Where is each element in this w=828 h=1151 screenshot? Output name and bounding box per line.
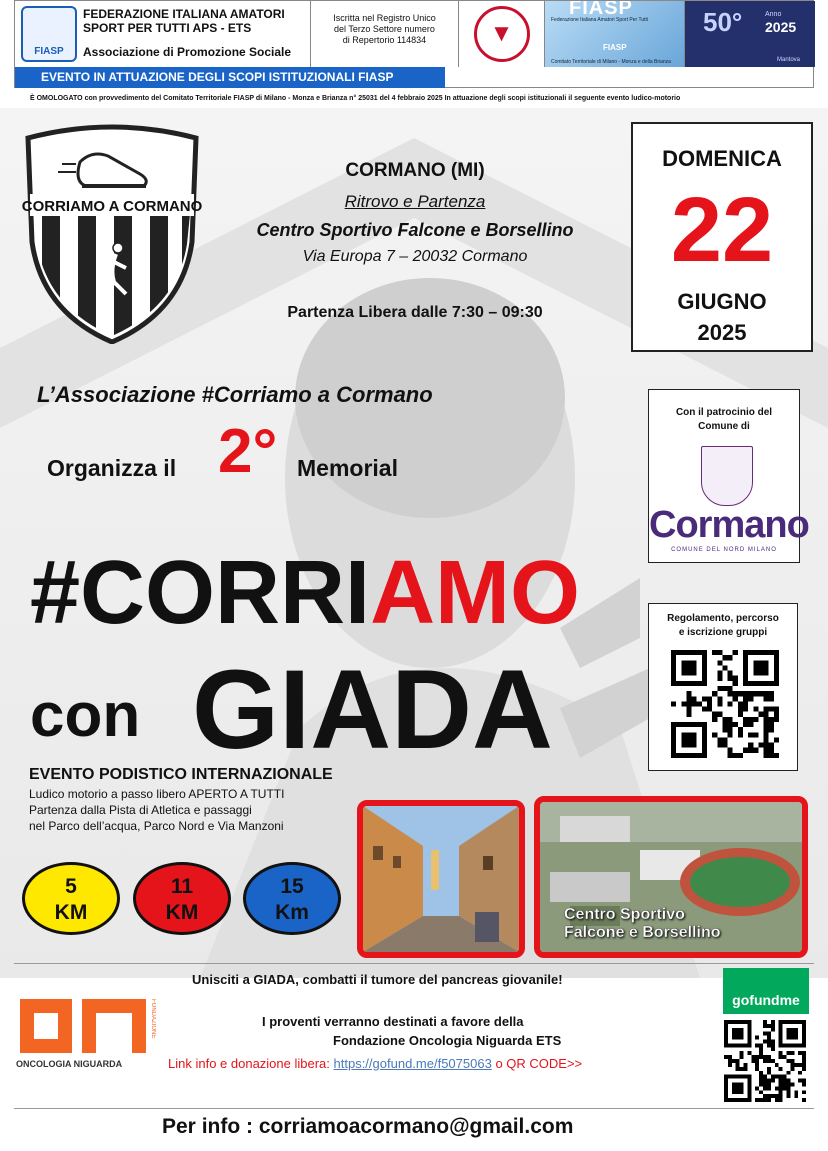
title-black: #CORRI	[30, 543, 371, 643]
qr-caption-line-1: Regolamento, percorso	[667, 613, 779, 624]
cause-headline: Unisciti a GIADA, combatti il tumore del pancreas giovanile!	[192, 972, 563, 987]
distance-number: 15	[280, 875, 304, 898]
event-city: CORMANO (MI)	[345, 160, 485, 181]
gofundme-text: gofundme	[732, 992, 800, 1008]
venue-name: Centro Sportivo Falcone e Borsellino	[256, 220, 574, 240]
distance-number: 5	[65, 875, 77, 898]
distance-number: 11	[170, 875, 194, 898]
organizza-prefix: Organizza il	[47, 455, 177, 481]
date-day: 22	[670, 179, 774, 281]
fiasp-milano-sub: Federazione Italiana Amatori Sport Per Tutti	[551, 17, 648, 23]
association-line: L’Associazione #Corriamo a Cormano	[37, 382, 433, 407]
federation-line-2: SPORT PER TUTTI APS - ETS	[83, 21, 252, 35]
distance-15km	[243, 862, 341, 935]
title-con: con	[30, 681, 141, 750]
title-giada: GIADA	[192, 647, 553, 772]
club-logo	[22, 122, 202, 344]
federation-line-1: FEDERAZIONE ITALIANA AMATORI	[83, 7, 285, 21]
stadium-caption-line-2: Falcone e Borsellino	[564, 924, 721, 941]
patrocinio-box	[648, 389, 809, 563]
section-divider	[14, 963, 814, 964]
gofundme-logo	[723, 968, 809, 1014]
date-month: GIUGNO	[677, 289, 767, 314]
qr-caption-line-2: e iscrizione gruppi	[678, 627, 768, 638]
registry-line-2: del Terzo Settore numero	[334, 24, 435, 34]
distance-11km	[133, 862, 231, 935]
registry-cell	[311, 1, 459, 67]
oncologia-niguarda-logo	[16, 995, 156, 1073]
header-strip	[14, 0, 814, 88]
footer-divider	[14, 1108, 814, 1109]
anniversary-logo	[685, 1, 815, 67]
distance-unit: KM	[54, 901, 88, 924]
main-title	[30, 545, 580, 641]
omologato-notice: È OMOLOGATO con provvedimento del Comitato Territoriale FIASP di Milano - Monza e Brianza n° 25031 del 4 febbraio 2025 In attuazione degli scopi istituzionali il seguente evento ludico-motorio	[30, 95, 681, 102]
distance-unit: KM	[165, 901, 199, 924]
stadium-photo	[534, 796, 808, 958]
distance-unit: Km	[275, 901, 309, 924]
link-suffix: o QR CODE>>	[495, 1056, 583, 1071]
fiasp-logo	[21, 6, 77, 62]
start-times: Partenza Libera dalle 7:30 – 09:30	[287, 304, 543, 321]
registration-qr-box	[648, 603, 798, 771]
emblem-cell	[459, 1, 545, 67]
patrocinio-sub: COMUNE DEL NORD MILANO	[671, 547, 777, 553]
title-red: AMO	[370, 543, 581, 643]
stadium-caption	[564, 906, 720, 942]
date-box	[631, 122, 813, 352]
stadium-caption-line-1: Centro Sportivo	[564, 906, 685, 923]
donation-qr-code-icon[interactable]	[724, 1020, 806, 1102]
qr-code-icon[interactable]	[671, 650, 779, 758]
date-year: 2025	[697, 320, 747, 345]
proventi-text: I proventi verranno destinati a favore della	[262, 1014, 524, 1029]
date-weekday: DOMENICA	[662, 146, 782, 171]
fiasp-milano-footer: Comitato Territoriale di Milano - Monza e della Brianza	[551, 59, 671, 65]
patrocinio-name: Cormano	[649, 504, 809, 546]
evento-line-1: Ludico motorio a passo libero APERTO A TUTTI	[29, 787, 285, 801]
link-prefix: Link info e donazione libera:	[168, 1056, 330, 1071]
anniversary-number: 50°	[703, 7, 743, 37]
patrocinio-text	[649, 406, 799, 434]
onco-name: ONCOLOGIA NIGUARDA	[16, 1059, 123, 1069]
federation-line-3: Associazione di Promozione Sociale	[83, 45, 292, 59]
venue-address: Via Europa 7 – 20032 Cormano	[302, 248, 528, 265]
patrocinio-line-1: Con il patrocinio del	[675, 407, 773, 418]
anniversary-year: 2025	[765, 19, 797, 35]
donation-link[interactable]: https://gofund.me/f5075063	[333, 1056, 492, 1071]
svg-text:CORRIAMO A CORMANO: CORRIAMO A CORMANO	[22, 198, 202, 215]
onco-side-text: FONDAZIONE	[150, 999, 156, 1039]
qr-caption	[649, 612, 797, 640]
organizza-suffix: Memorial	[297, 455, 398, 481]
street-photo	[357, 800, 525, 958]
fiasp-cell	[15, 1, 311, 67]
fiasp-milano-small: FIASP	[603, 43, 627, 52]
donation-link-line	[168, 1056, 582, 1071]
fiasp-logo-text: FIASP	[34, 46, 64, 57]
evento-line-3: nel Parco dell’acqua, Parco Nord e Via Manzoni	[29, 819, 284, 833]
cormano-crest-icon	[701, 446, 753, 506]
fondazione-name: Fondazione Oncologia Niguarda ETS	[333, 1033, 562, 1048]
contact-info: Per info : corriamoacormano@gmail.com	[162, 1115, 574, 1138]
registry-line-3: di Repertorio 114834	[342, 35, 427, 45]
federation-name	[83, 7, 285, 35]
memorial-number: 2°	[218, 417, 278, 486]
evento-title: EVENTO PODISTICO INTERNAZIONALE	[29, 766, 333, 783]
institutional-event-bar: EVENTO IN ATTUAZIONE DEGLI SCOPI ISTITUZIONALI FIASP	[15, 67, 445, 88]
patrocinio-line-2: Comune di	[698, 421, 750, 432]
fiasp-milano-word: FIASP	[569, 1, 633, 19]
registry-line-1: Iscritta nel Registro Unico	[333, 13, 436, 23]
anniversary-city: Mantova	[777, 57, 801, 63]
anniversary-word: Anno	[765, 11, 782, 18]
crest-icon: ▼	[474, 6, 530, 62]
ritrovo-label: Ritrovo e Partenza	[344, 192, 486, 211]
fiasp-milano-logo	[545, 1, 685, 67]
distance-5km	[22, 862, 120, 935]
evento-line-2: Partenza dalla Pista di Atletica e passaggi	[29, 803, 252, 817]
